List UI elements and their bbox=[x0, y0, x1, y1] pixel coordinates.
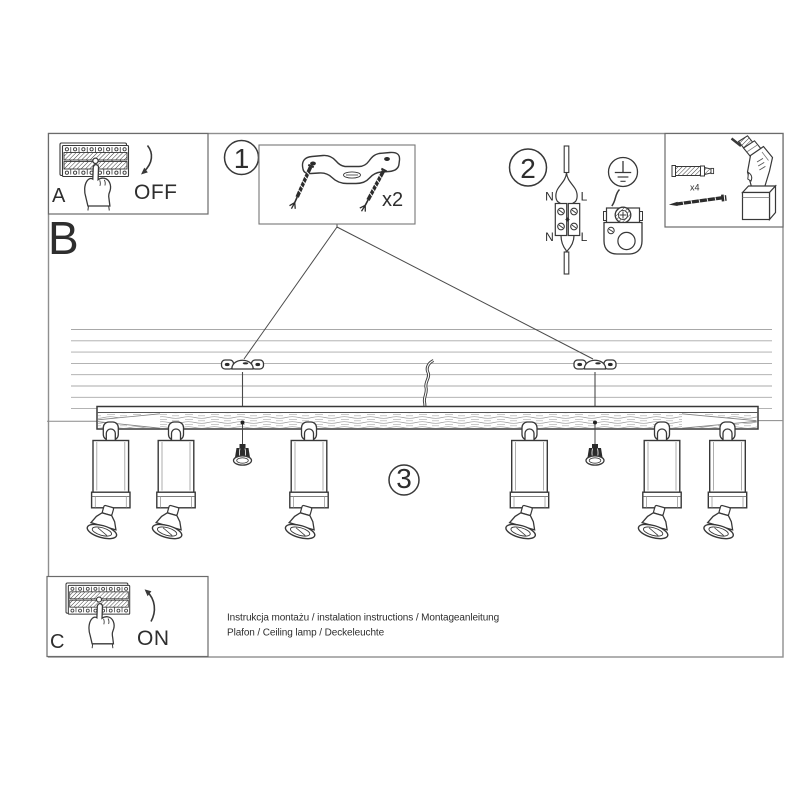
mounting-bracket-icon bbox=[222, 360, 264, 369]
step-c-label: C bbox=[50, 631, 65, 653]
step-b-label: B bbox=[48, 212, 79, 264]
tools-box bbox=[665, 134, 783, 228]
step-a-action: OFF bbox=[134, 181, 178, 204]
panel-step-c bbox=[47, 577, 208, 657]
panel-step-a bbox=[49, 134, 209, 215]
footer-line-2: Plafon / Ceiling lamp / Deckeleuchte bbox=[227, 627, 385, 639]
wire-l-top: L bbox=[580, 189, 588, 204]
step1-number: 1 bbox=[233, 143, 250, 174]
step1-quantity: x2 bbox=[382, 189, 404, 211]
wire-l-bottom: L bbox=[580, 230, 588, 244]
step3-number: 3 bbox=[396, 463, 412, 494]
mounting-bracket-icon bbox=[574, 360, 616, 369]
footer-line-1: Instrukcja montażu / instalation instructions / Montageanleitung bbox=[227, 612, 500, 624]
tools-quantity: x4 bbox=[690, 182, 700, 193]
ground-clamp-icon bbox=[604, 207, 643, 254]
step2-number: 2 bbox=[520, 153, 536, 184]
step-a-label: A bbox=[52, 185, 66, 207]
wire-n-bottom: N bbox=[545, 230, 554, 244]
step-c-action: ON bbox=[137, 627, 170, 650]
wire-n-top: N bbox=[545, 189, 554, 204]
earth-symbol-icon bbox=[609, 158, 638, 187]
